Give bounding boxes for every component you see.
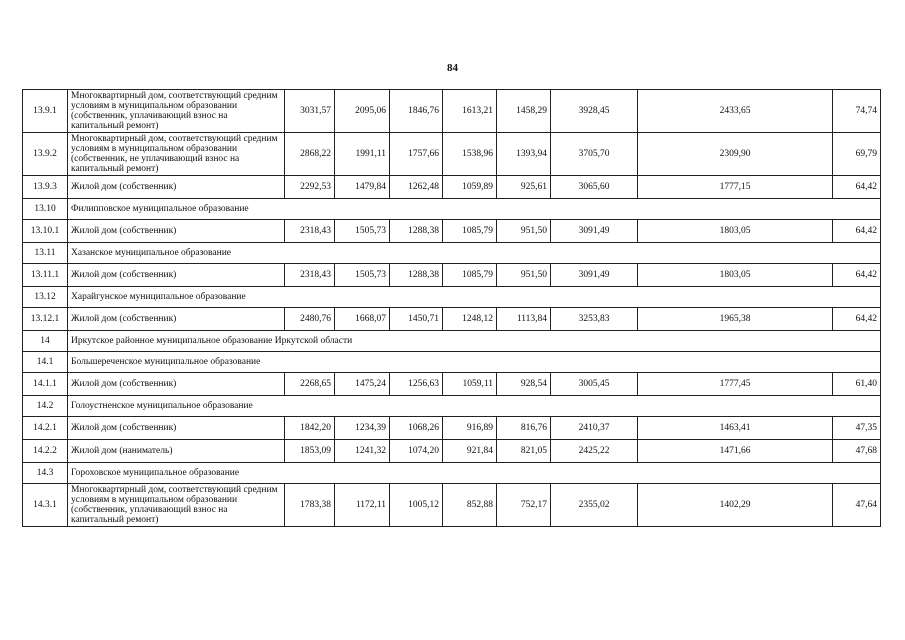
description-cell: Жилой дом (собственник)	[68, 373, 285, 396]
description-cell: Жилой дом (собственник)	[68, 220, 285, 243]
section-row	[23, 331, 881, 352]
value-cell: 2268,65	[285, 373, 335, 396]
section-row	[23, 396, 881, 417]
row-number-cell: 14.1	[23, 352, 68, 373]
value-cell: 1085,79	[443, 220, 497, 243]
value-cell: 2480,76	[285, 308, 335, 331]
value-cell: 2292,53	[285, 176, 335, 199]
row-number-cell: 14	[23, 331, 68, 352]
value-cell: 1463,41	[638, 417, 833, 440]
value-cell: 3031,57	[285, 90, 335, 133]
value-cell: 1262,48	[390, 176, 443, 199]
value-cell: 1965,38	[638, 308, 833, 331]
description-cell: Жилой дом (собственник)	[68, 176, 285, 199]
row-number-cell: 14.2.1	[23, 417, 68, 440]
value-cell: 3091,49	[551, 264, 638, 287]
value-cell: 1757,66	[390, 133, 443, 176]
value-cell: 3005,45	[551, 373, 638, 396]
value-cell: 1505,73	[335, 264, 390, 287]
table-body	[23, 90, 881, 527]
table-row	[23, 308, 881, 331]
row-number-cell: 13.11	[23, 243, 68, 264]
value-cell: 2425,22	[551, 440, 638, 463]
value-cell: 1074,20	[390, 440, 443, 463]
table-row	[23, 133, 881, 176]
value-cell: 64,42	[833, 308, 881, 331]
value-cell: 821,05	[497, 440, 551, 463]
value-cell: 3253,83	[551, 308, 638, 331]
table-row	[23, 417, 881, 440]
value-cell: 1479,84	[335, 176, 390, 199]
value-cell: 1005,12	[390, 484, 443, 527]
value-cell: 1458,29	[497, 90, 551, 133]
value-cell: 3705,70	[551, 133, 638, 176]
value-cell: 3928,45	[551, 90, 638, 133]
value-cell: 1846,76	[390, 90, 443, 133]
value-cell: 1853,09	[285, 440, 335, 463]
row-number-cell: 14.1.1	[23, 373, 68, 396]
table-row	[23, 484, 881, 527]
value-cell: 1241,32	[335, 440, 390, 463]
description-cell: Жилой дом (собственник)	[68, 264, 285, 287]
value-cell: 3091,49	[551, 220, 638, 243]
value-cell: 1777,15	[638, 176, 833, 199]
value-cell: 1288,38	[390, 220, 443, 243]
page-number: 84	[447, 62, 458, 74]
section-title-cell: Иркутское районное муниципальное образование Иркутской области	[68, 331, 881, 352]
value-cell: 74,74	[833, 90, 881, 133]
description-cell: Жилой дом (собственник)	[68, 308, 285, 331]
row-number-cell: 14.3	[23, 463, 68, 484]
value-cell: 1085,79	[443, 264, 497, 287]
description-cell: Многоквартирный дом, соответствующий средним условиям в муниципальном образовании (собственник, уплачивающий взнос на капитальный ремонт)	[68, 484, 285, 527]
value-cell: 2355,02	[551, 484, 638, 527]
value-cell: 47,35	[833, 417, 881, 440]
description-cell: Жилой дом (наниматель)	[68, 440, 285, 463]
value-cell: 2318,43	[285, 220, 335, 243]
value-cell: 3065,60	[551, 176, 638, 199]
section-row	[23, 287, 881, 308]
value-cell: 1402,29	[638, 484, 833, 527]
value-cell: 1613,21	[443, 90, 497, 133]
description-cell: Многоквартирный дом, соответствующий средним условиям в муниципальном образовании (собственник, не уплачивающий взнос на капитальный ремонт)	[68, 133, 285, 176]
value-cell: 1288,38	[390, 264, 443, 287]
row-number-cell: 13.12.1	[23, 308, 68, 331]
row-number-cell: 14.2	[23, 396, 68, 417]
value-cell: 1803,05	[638, 264, 833, 287]
table-row	[23, 176, 881, 199]
value-cell: 916,89	[443, 417, 497, 440]
row-number-cell: 13.12	[23, 287, 68, 308]
value-cell: 1803,05	[638, 220, 833, 243]
value-cell: 925,61	[497, 176, 551, 199]
value-cell: 61,40	[833, 373, 881, 396]
row-number-cell: 13.9.3	[23, 176, 68, 199]
table-row	[23, 440, 881, 463]
value-cell: 816,76	[497, 417, 551, 440]
value-cell: 928,54	[497, 373, 551, 396]
value-cell: 1471,66	[638, 440, 833, 463]
value-cell: 1248,12	[443, 308, 497, 331]
description-cell: Многоквартирный дом, соответствующий средним условиям в муниципальном образовании (собственник, уплачивающий взнос на капитальный ремонт)	[68, 90, 285, 133]
value-cell: 64,42	[833, 264, 881, 287]
value-cell: 1842,20	[285, 417, 335, 440]
row-number-cell: 13.10	[23, 199, 68, 220]
row-number-cell: 13.10.1	[23, 220, 68, 243]
value-cell: 2433,65	[638, 90, 833, 133]
table-row	[23, 220, 881, 243]
value-cell: 1538,96	[443, 133, 497, 176]
value-cell: 1068,26	[390, 417, 443, 440]
row-number-cell: 13.11.1	[23, 264, 68, 287]
value-cell: 2095,06	[335, 90, 390, 133]
table-row	[23, 373, 881, 396]
row-number-cell: 14.2.2	[23, 440, 68, 463]
section-row	[23, 352, 881, 373]
value-cell: 2868,22	[285, 133, 335, 176]
value-cell: 852,88	[443, 484, 497, 527]
value-cell: 2318,43	[285, 264, 335, 287]
section-row	[23, 243, 881, 264]
table-row	[23, 90, 881, 133]
value-cell: 1113,84	[497, 308, 551, 331]
value-cell: 1991,11	[335, 133, 390, 176]
value-cell: 1059,89	[443, 176, 497, 199]
value-cell: 1256,63	[390, 373, 443, 396]
value-cell: 1172,11	[335, 484, 390, 527]
value-cell: 1393,94	[497, 133, 551, 176]
value-cell: 69,79	[833, 133, 881, 176]
value-cell: 1234,39	[335, 417, 390, 440]
row-number-cell: 13.9.2	[23, 133, 68, 176]
value-cell: 1783,38	[285, 484, 335, 527]
value-cell: 752,17	[497, 484, 551, 527]
value-cell: 1505,73	[335, 220, 390, 243]
value-cell: 64,42	[833, 176, 881, 199]
tariff-table	[22, 89, 881, 527]
value-cell: 1059,11	[443, 373, 497, 396]
section-row	[23, 199, 881, 220]
section-title-cell: Большереченское муниципальное образование	[68, 352, 881, 373]
section-title-cell: Гороховское муниципальное образование	[68, 463, 881, 484]
row-number-cell: 13.9.1	[23, 90, 68, 133]
row-number-cell: 14.3.1	[23, 484, 68, 527]
value-cell: 1777,45	[638, 373, 833, 396]
value-cell: 951,50	[497, 220, 551, 243]
table-row	[23, 264, 881, 287]
section-title-cell: Голоустненское муниципальное образование	[68, 396, 881, 417]
value-cell: 2309,90	[638, 133, 833, 176]
value-cell: 47,64	[833, 484, 881, 527]
section-row	[23, 463, 881, 484]
value-cell: 1668,07	[335, 308, 390, 331]
section-title-cell: Филипповское муниципальное образование	[68, 199, 881, 220]
value-cell: 1475,24	[335, 373, 390, 396]
value-cell: 921,84	[443, 440, 497, 463]
value-cell: 1450,71	[390, 308, 443, 331]
value-cell: 2410,37	[551, 417, 638, 440]
description-cell: Жилой дом (собственник)	[68, 417, 285, 440]
section-title-cell: Харайгунское муниципальное образование	[68, 287, 881, 308]
value-cell: 47,68	[833, 440, 881, 463]
section-title-cell: Хазанское муниципальное образование	[68, 243, 881, 264]
value-cell: 64,42	[833, 220, 881, 243]
value-cell: 951,50	[497, 264, 551, 287]
